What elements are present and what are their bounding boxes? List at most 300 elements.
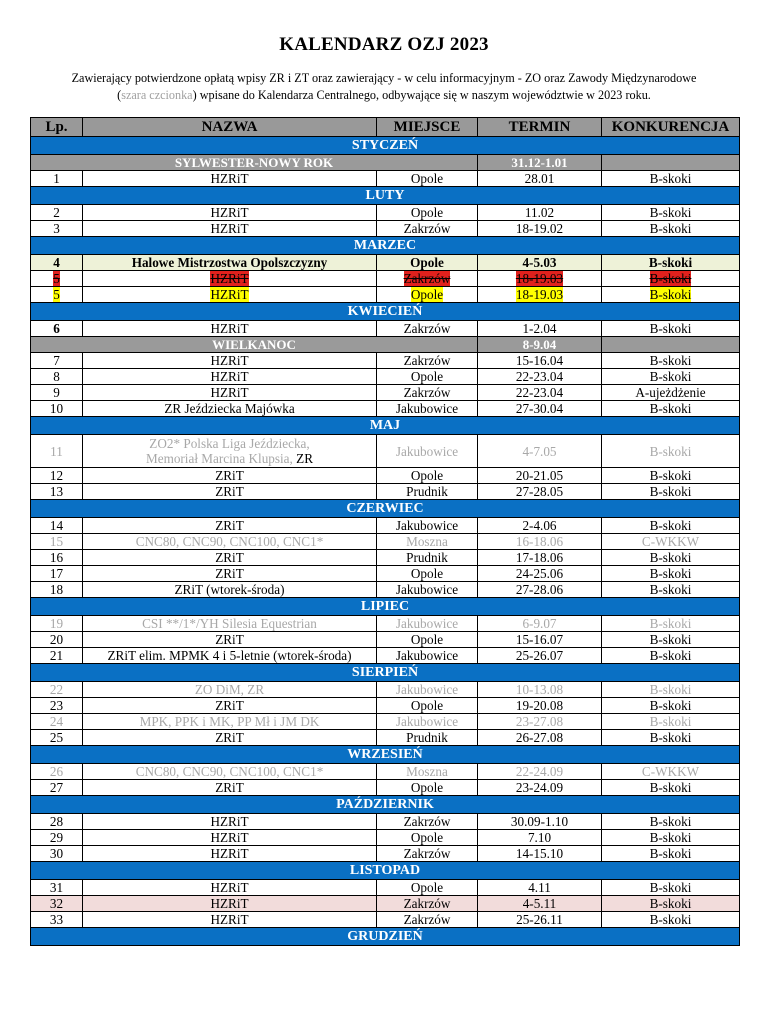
month-row <box>31 500 740 518</box>
cell-place <box>377 255 478 271</box>
cell-date <box>478 912 602 928</box>
month-label: LIPIEC <box>31 598 740 616</box>
event-place: Opole <box>410 880 444 895</box>
month-row <box>31 928 740 946</box>
cell-date <box>478 255 602 271</box>
cell-place <box>377 321 478 337</box>
cell-type <box>602 205 740 221</box>
cell-lp <box>31 780 83 796</box>
cell-place <box>377 385 478 401</box>
table-row <box>31 616 740 632</box>
event-lp: 33 <box>49 912 64 927</box>
cell-name <box>83 780 377 796</box>
cell-lp <box>31 550 83 566</box>
cell-date <box>478 321 602 337</box>
cell-place <box>377 648 478 664</box>
event-place: Prudnik <box>406 484 448 499</box>
event-place: Jakubowice <box>395 714 459 729</box>
event-type: B-skoki <box>649 321 692 336</box>
event-lp: 29 <box>49 830 64 845</box>
cell-type <box>602 255 740 271</box>
cell-name <box>83 255 377 271</box>
event-date: 27-28.06 <box>515 582 564 597</box>
cell-place <box>377 632 478 648</box>
event-place: Opole <box>410 780 444 795</box>
cell-date <box>478 846 602 862</box>
cell-place <box>377 896 478 912</box>
event-place: Zakrzów <box>403 321 451 336</box>
event-place: Zakrzów <box>403 385 451 400</box>
cell-lp <box>31 648 83 664</box>
cell-name <box>83 730 377 746</box>
month-row <box>31 417 740 435</box>
event-date: 17-18.06 <box>515 550 564 565</box>
event-place: Opole <box>410 287 444 302</box>
cell-date <box>478 353 602 369</box>
event-type: B-skoki <box>649 171 692 186</box>
cell-date <box>478 682 602 698</box>
event-lp: 7 <box>53 353 60 368</box>
cell-date <box>478 468 602 484</box>
event-type: C-WKKW <box>641 764 700 779</box>
cell-name <box>83 385 377 401</box>
cell-place <box>377 271 478 287</box>
cell-lp <box>31 287 83 303</box>
cell-date <box>478 616 602 632</box>
cell-place <box>377 435 478 468</box>
cell-lp <box>31 764 83 780</box>
event-name: HZRiT <box>210 912 249 927</box>
cell-date <box>478 221 602 237</box>
month-label: STYCZEŃ <box>31 137 740 155</box>
table-row <box>31 534 740 550</box>
event-name: ZRiT <box>215 780 244 795</box>
cell-place <box>377 566 478 582</box>
cell-lp <box>31 518 83 534</box>
cell-type <box>602 814 740 830</box>
cell-date <box>478 287 602 303</box>
cell-lp <box>31 484 83 500</box>
cell-lp <box>31 682 83 698</box>
cell-name <box>83 616 377 632</box>
event-date: 4-7.05 <box>522 443 557 459</box>
table-row <box>31 518 740 534</box>
calendar-body <box>31 137 740 946</box>
cell-name <box>83 205 377 221</box>
table-row <box>31 484 740 500</box>
cell-date <box>478 566 602 582</box>
cell-lp <box>31 353 83 369</box>
cell-type <box>602 353 740 369</box>
calendar-table <box>30 117 740 946</box>
cell-date <box>478 369 602 385</box>
month-label: LUTY <box>31 187 740 205</box>
month-row <box>31 303 740 321</box>
event-place: Opole <box>410 369 444 384</box>
event-lp: 8 <box>53 369 60 384</box>
event-date: 28.01 <box>524 171 555 186</box>
month-label: KWIECIEŃ <box>31 303 740 321</box>
event-date: 22-23.04 <box>515 385 564 400</box>
cell-type <box>602 518 740 534</box>
month-row <box>31 598 740 616</box>
table-row <box>31 353 740 369</box>
intro-text <box>40 70 728 104</box>
event-type: B-skoki <box>649 682 692 697</box>
table-row <box>31 385 740 401</box>
event-date: 30.09-1.10 <box>510 814 569 829</box>
cell-lp <box>31 730 83 746</box>
event-place: Opole <box>410 171 444 186</box>
event-name: HZRiT <box>210 369 249 384</box>
cell-lp <box>31 221 83 237</box>
cell-place <box>377 171 478 187</box>
table-row <box>31 287 740 303</box>
event-date: 27-30.04 <box>515 401 564 416</box>
cell-name <box>83 518 377 534</box>
event-name: HZRiT <box>210 814 249 829</box>
cell-name <box>83 435 377 468</box>
event-type: B-skoki <box>649 632 692 647</box>
event-lp: 31 <box>49 880 64 895</box>
cell-type <box>602 896 740 912</box>
cell-date <box>478 714 602 730</box>
event-type: B-skoki <box>649 616 692 631</box>
cell-place <box>377 780 478 796</box>
month-label: GRUDZIEŃ <box>31 928 740 946</box>
intro-line2: ) wpisane do Kalendarza Centralnego, odbywające się w naszym województwie w 2023 roku. <box>192 88 651 102</box>
event-name-line1: ZO2* Polska Liga Jeździecka, <box>149 436 310 451</box>
event-lp: 16 <box>49 550 64 565</box>
event-type: B-skoki <box>649 730 692 745</box>
cell-place <box>377 484 478 500</box>
event-type: B-skoki <box>649 401 692 416</box>
table-row <box>31 566 740 582</box>
event-place: Opole <box>410 566 444 581</box>
event-lp: 27 <box>49 780 64 795</box>
holiday-row <box>31 337 740 353</box>
event-lp: 13 <box>49 484 64 499</box>
event-type: B-skoki <box>649 353 692 368</box>
cell-date <box>478 271 602 287</box>
cell-place <box>377 369 478 385</box>
event-place: Zakrzów <box>403 814 451 829</box>
event-lp: 6 <box>53 321 60 336</box>
event-place: Opole <box>410 255 444 270</box>
event-place: Opole <box>410 830 444 845</box>
table-row <box>31 401 740 417</box>
event-date: 15-16.07 <box>515 632 564 647</box>
intro-gray-note: szara czcionka <box>121 88 193 102</box>
cell-type <box>602 321 740 337</box>
event-type: B-skoki <box>649 443 692 459</box>
event-lp: 11 <box>50 443 63 459</box>
event-type: B-skoki <box>649 814 692 829</box>
cell-place <box>377 764 478 780</box>
table-row <box>31 846 740 862</box>
cell-lp <box>31 321 83 337</box>
event-name: ZRiT <box>215 518 244 533</box>
event-name: ZRiT elim. MPMK 4 i 5-letnie (wtorek-środa) <box>107 648 352 663</box>
cell-place <box>377 468 478 484</box>
cell-date <box>478 518 602 534</box>
event-type: A-ujeżdżenie <box>635 385 706 400</box>
cell-type <box>602 484 740 500</box>
event-lp: 5 <box>53 271 60 286</box>
event-lp: 12 <box>49 468 64 483</box>
header-type: KONKURENCJA <box>602 118 740 137</box>
cell-lp <box>31 566 83 582</box>
cell-type <box>602 632 740 648</box>
event-date: 2-4.06 <box>522 518 557 533</box>
cell-lp <box>31 814 83 830</box>
event-date: 22-23.04 <box>515 369 564 384</box>
event-type: B-skoki <box>649 518 692 533</box>
month-row <box>31 796 740 814</box>
event-name: HZRiT <box>210 321 249 336</box>
event-type: B-skoki <box>649 468 692 483</box>
cell-type <box>602 221 740 237</box>
event-type: B-skoki <box>649 780 692 795</box>
event-name: ZRiT <box>215 550 244 565</box>
cell-lp <box>31 698 83 714</box>
cell-type <box>602 369 740 385</box>
cell-place <box>377 730 478 746</box>
cell-date <box>478 550 602 566</box>
header-lp: Lp. <box>31 118 83 137</box>
table-row <box>31 205 740 221</box>
event-type: B-skoki <box>649 369 692 384</box>
cell-date <box>478 814 602 830</box>
cell-place <box>377 814 478 830</box>
event-place: Jakubowice <box>395 401 459 416</box>
cell-type <box>602 401 740 417</box>
event-type: B-skoki <box>649 550 692 565</box>
cell-lp <box>31 912 83 928</box>
table-row <box>31 698 740 714</box>
event-name: ZRiT <box>215 632 244 647</box>
event-place: Opole <box>410 698 444 713</box>
event-date: 27-28.05 <box>515 484 564 499</box>
event-name: ZRiT <box>215 468 244 483</box>
holiday-name: WIELKANOC <box>31 337 478 353</box>
header-name: NAZWA <box>83 118 377 137</box>
holiday-date: 31.12-1.01 <box>478 155 602 171</box>
event-name: ZRiT (wtorek-środa) <box>174 582 285 597</box>
table-row <box>31 880 740 896</box>
cell-type <box>602 287 740 303</box>
event-name: ZRiT <box>215 484 244 499</box>
event-name: HZRiT <box>210 287 249 302</box>
table-row <box>31 255 740 271</box>
cell-type <box>602 171 740 187</box>
event-name: ZRiT <box>215 730 244 745</box>
cell-date <box>478 435 602 468</box>
event-lp: 22 <box>49 682 64 697</box>
cell-type <box>602 582 740 598</box>
table-row <box>31 369 740 385</box>
event-type: B-skoki <box>649 582 692 597</box>
event-type: B-skoki <box>649 830 692 845</box>
cell-date <box>478 171 602 187</box>
cell-lp <box>31 714 83 730</box>
table-row <box>31 468 740 484</box>
cell-name <box>83 484 377 500</box>
cell-name <box>83 534 377 550</box>
cell-date <box>478 205 602 221</box>
event-place: Zakrzów <box>403 271 451 286</box>
event-name-line2: Memoriał Marcina Klupsia, <box>145 451 293 466</box>
event-place: Zakrzów <box>403 912 451 927</box>
event-place: Jakubowice <box>395 682 459 697</box>
event-date: 7.10 <box>527 830 552 845</box>
table-row <box>31 271 740 287</box>
table-row <box>31 171 740 187</box>
holiday-date: 8-9.04 <box>478 337 602 353</box>
cell-type <box>602 271 740 287</box>
cell-type <box>602 616 740 632</box>
cell-type <box>602 880 740 896</box>
event-name: Halowe Mistrzostwa Opolszczyzny <box>131 255 328 270</box>
event-place: Zakrzów <box>403 896 451 911</box>
event-date: 14-15.10 <box>515 846 564 861</box>
event-type: B-skoki <box>649 271 692 286</box>
cell-lp <box>31 171 83 187</box>
month-row <box>31 237 740 255</box>
cell-name <box>83 287 377 303</box>
event-date: 24-25.06 <box>515 566 564 581</box>
event-date: 19-20.08 <box>515 698 564 713</box>
cell-lp <box>31 896 83 912</box>
cell-date <box>478 730 602 746</box>
cell-name <box>83 353 377 369</box>
event-lp: 10 <box>49 401 64 416</box>
holiday-empty <box>602 155 740 171</box>
event-name: HZRiT <box>210 353 249 368</box>
cell-place <box>377 616 478 632</box>
cell-date <box>478 698 602 714</box>
table-row <box>31 764 740 780</box>
cell-name <box>83 880 377 896</box>
event-name: ZO DiM, ZR <box>194 682 265 697</box>
event-date: 23-27.08 <box>515 714 564 729</box>
cell-place <box>377 205 478 221</box>
event-type: B-skoki <box>649 221 692 236</box>
event-place: Opole <box>410 205 444 220</box>
event-name: HZRiT <box>210 171 249 186</box>
month-row <box>31 137 740 155</box>
month-row <box>31 862 740 880</box>
month-row <box>31 187 740 205</box>
event-place: Jakubowice <box>395 648 459 663</box>
cell-place <box>377 353 478 369</box>
event-place: Opole <box>410 468 444 483</box>
event-type: B-skoki <box>649 912 692 927</box>
cell-name <box>83 321 377 337</box>
cell-place <box>377 846 478 862</box>
cell-place <box>377 534 478 550</box>
cell-place <box>377 221 478 237</box>
cell-type <box>602 648 740 664</box>
cell-type <box>602 385 740 401</box>
event-lp: 15 <box>49 534 64 549</box>
cell-place <box>377 401 478 417</box>
cell-place <box>377 912 478 928</box>
month-label: CZERWIEC <box>31 500 740 518</box>
event-date: 26-27.08 <box>515 730 564 745</box>
event-place: Jakubowice <box>395 518 459 533</box>
page-title: KALENDARZ OZJ 2023 <box>279 34 489 55</box>
event-lp: 26 <box>49 764 64 779</box>
event-date: 11.02 <box>524 205 555 220</box>
event-lp: 5 <box>53 287 60 302</box>
holiday-row <box>31 155 740 171</box>
cell-type <box>602 780 740 796</box>
cell-date <box>478 401 602 417</box>
table-row <box>31 550 740 566</box>
table-row <box>31 730 740 746</box>
cell-lp <box>31 271 83 287</box>
cell-name <box>83 171 377 187</box>
intro-open-paren: ( <box>117 88 122 102</box>
event-lp: 14 <box>49 518 64 533</box>
event-date: 1-2.04 <box>522 321 557 336</box>
cell-type <box>602 698 740 714</box>
cell-name <box>83 698 377 714</box>
event-name: ZR Jeździecka Majówka <box>164 401 295 416</box>
month-label: LISTOPAD <box>31 862 740 880</box>
cell-place <box>377 682 478 698</box>
event-lp: 19 <box>49 616 64 631</box>
cell-lp <box>31 205 83 221</box>
event-type: B-skoki <box>649 880 692 895</box>
cell-date <box>478 484 602 500</box>
month-row <box>31 664 740 682</box>
event-date: 22-24.09 <box>515 764 564 779</box>
cell-name <box>83 896 377 912</box>
event-lp: 20 <box>49 632 64 647</box>
event-name: HZRiT <box>210 271 249 286</box>
table-row <box>31 830 740 846</box>
event-place: Prudnik <box>406 550 448 565</box>
event-lp: 3 <box>53 221 60 236</box>
event-lp: 28 <box>49 814 64 829</box>
cell-place <box>377 714 478 730</box>
event-place: Opole <box>410 632 444 647</box>
cell-date <box>478 385 602 401</box>
month-row <box>31 746 740 764</box>
month-label: SIERPIEŃ <box>31 664 740 682</box>
event-name-zr: ZR <box>296 451 313 466</box>
event-name: HZRiT <box>210 221 249 236</box>
cell-name <box>83 401 377 417</box>
cell-type <box>602 435 740 468</box>
event-name: MPK, PPK i MK, PP Mł i JM DK <box>139 714 320 729</box>
event-date: 18-19.02 <box>515 221 564 236</box>
event-date: 25-26.11 <box>516 912 563 927</box>
cell-name <box>83 468 377 484</box>
event-type: B-skoki <box>649 484 692 499</box>
event-type: B-skoki <box>648 255 693 270</box>
cell-date <box>478 830 602 846</box>
cell-lp <box>31 435 83 468</box>
table-row <box>31 682 740 698</box>
cell-name <box>83 369 377 385</box>
cell-lp <box>31 880 83 896</box>
table-row <box>31 912 740 928</box>
cell-place <box>377 550 478 566</box>
cell-name <box>83 582 377 598</box>
